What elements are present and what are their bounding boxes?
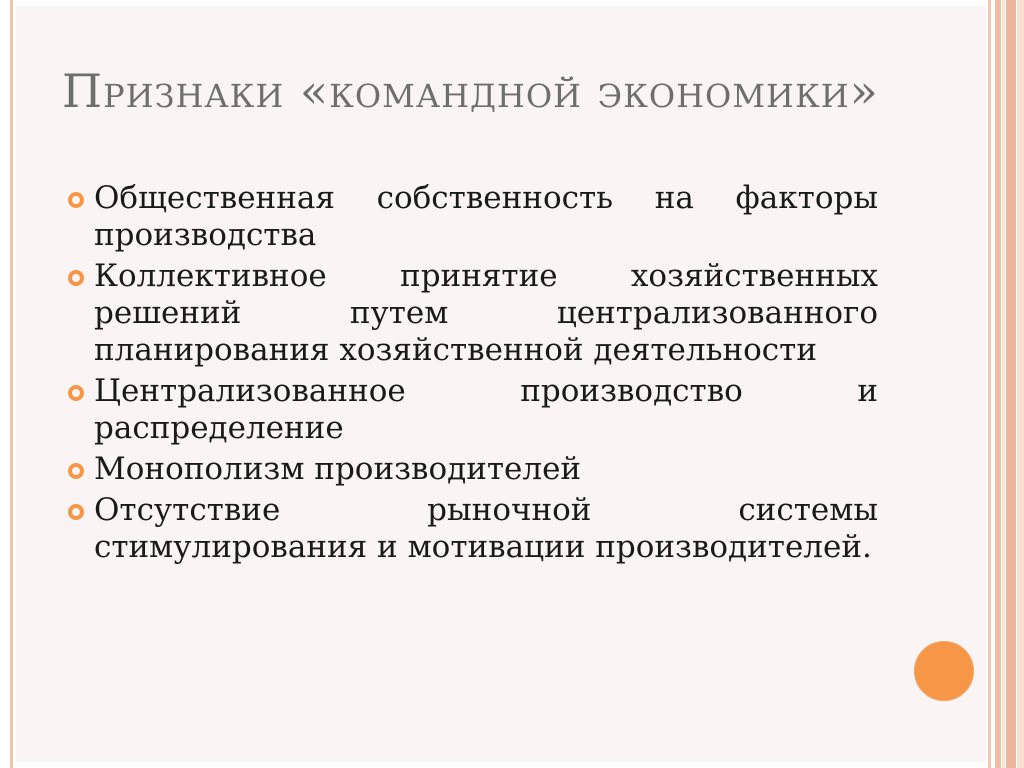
list-item-text: Общественная собственность на факторы производства (94, 180, 878, 253)
bullet-list (60, 180, 878, 570)
left-decorative-stripe (10, 0, 13, 768)
orange-ring-bullet-icon (68, 385, 84, 401)
list-item (60, 492, 878, 566)
right-decorative-stripe (1006, 0, 1016, 768)
orange-ring-bullet-icon (68, 192, 84, 208)
slide-title: Признаки «командной экономики» (62, 63, 879, 118)
right-decorative-stripe (988, 0, 991, 768)
list-item-text: Коллективное принятие хозяйственных решений путем централизованного планирования хозяйственной деятельности (94, 258, 878, 368)
right-decorative-stripe (995, 0, 1001, 768)
list-item (60, 258, 878, 369)
orange-circle-icon (914, 641, 974, 701)
orange-ring-bullet-icon (68, 463, 84, 479)
list-item-text: Монополизм производителей (94, 451, 582, 487)
list-item (60, 373, 878, 447)
right-decorative-stripe (1017, 0, 1024, 768)
right-decorative-stripe (992, 0, 994, 768)
orange-ring-bullet-icon (68, 504, 84, 520)
list-item-text: Централизованное производство и распределение (94, 373, 878, 446)
list-item-text: Отсутствие рыночной системы стимулирования и мотивации производителей. (94, 492, 878, 565)
orange-ring-bullet-icon (68, 270, 84, 286)
list-item (60, 180, 878, 254)
list-item (60, 451, 878, 488)
right-decorative-stripe (1002, 0, 1005, 768)
